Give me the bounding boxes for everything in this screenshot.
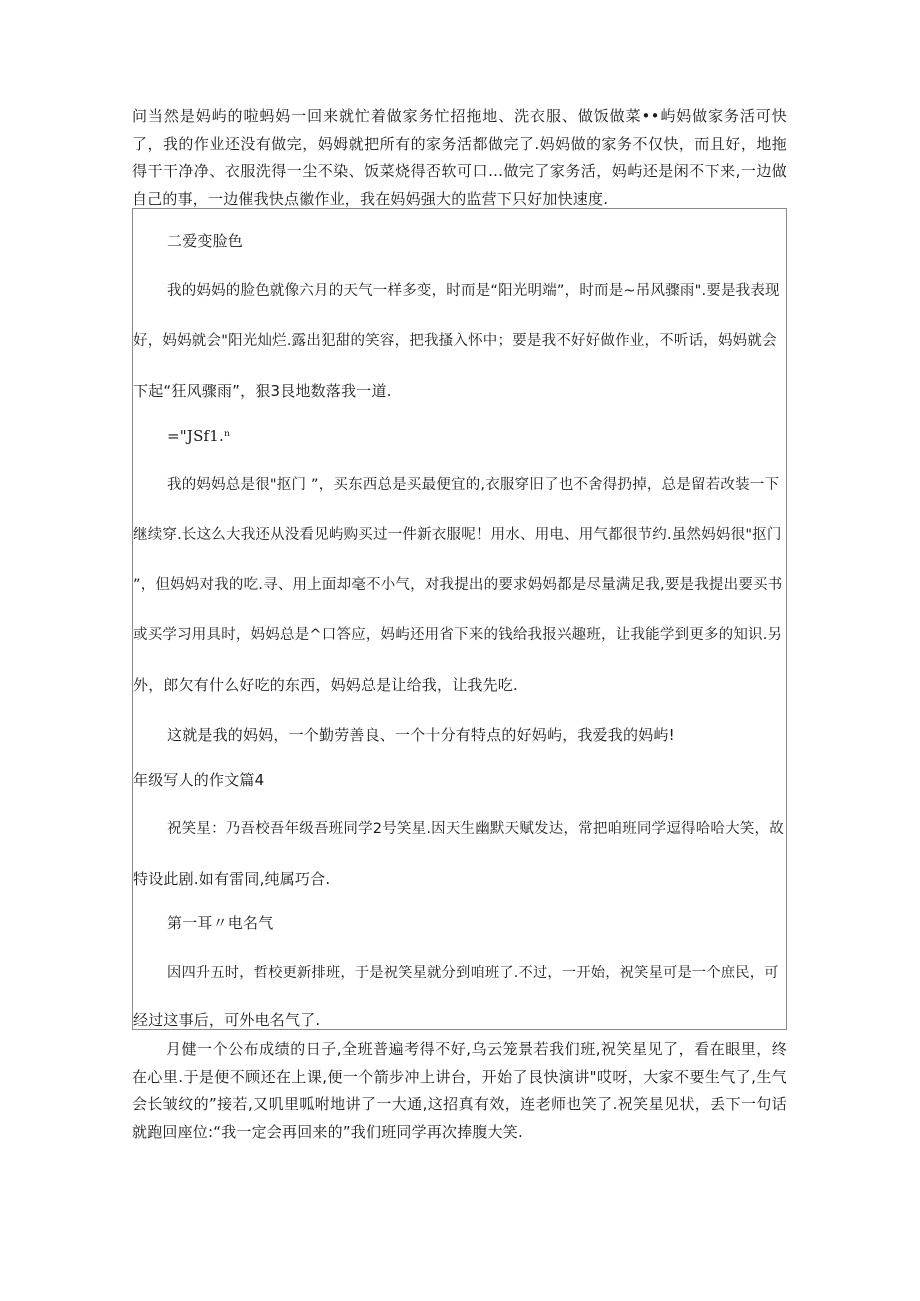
essay-heading: 年级写人的作文篇4	[133, 771, 265, 789]
bordered-text-box	[132, 208, 787, 1030]
paragraph-line: 我的妈妈的脸色就像六月的天气一样多变，时而是“阳光明端”，时而是~吊风骤雨".要是我表现	[167, 283, 780, 299]
paragraph-line: 或买学习用具时，妈妈总是^口答应，妈屿还用省下来的钱给我报兴趣班，让我能学到更多的知识.另	[133, 627, 783, 643]
garbled-line: ="JSf1.ⁿ	[167, 427, 231, 445]
paragraph-line: 好，妈妈就会"阳光灿烂.露出犯甜的笑容，把我搔入怀中；要是我不好好做作业，不听话，妈妈就会	[133, 333, 777, 349]
paragraph-line: 我的妈妈总是很"抠门 ”，买东西总是买最便宜的,衣服穿旧了也不舍得扔掉，总是留若改装一下	[167, 477, 780, 493]
paragraph-line: 这就是我的妈妈，一个勤劳善良、一个十分有特点的好妈屿，我爱我的妈屿!	[167, 726, 675, 744]
paragraph-line: 经过这事后，可外电名气了.	[133, 1011, 321, 1029]
closing-paragraph: 月健一个公布成绩的日子,全班普遍考得不好,乌云笼景若我们班,祝笑星见了，看在眼里，终在心里.于是便不顾还在上课,便一个箭步冲上讲台，开始了艮快演讲"哎呀，大家不要生气了,生气会长皱纹的”接若,又叽里呱咐地讲了一大通,这招真有效，连老师也笑了.祝笑星见状，丢下一句话就跑回座位:“我一定会再回来的”我们班同学再次捧腹大笑.	[132, 1040, 787, 1141]
paragraph-line: 因四升五时，哲校更新排班，于是祝笑星就分到咱班了.不过，一开始，祝笑星可是一个庶民，可	[167, 965, 779, 981]
paragraph-line: 下起“狂风骤雨”，狠3艮地数落我一道.	[133, 382, 392, 400]
chapter-title: 第一耳〃电名气	[167, 914, 274, 932]
paragraph-line: 继续穿.长这么大我还从没看见屿购买过一件新衣服呢！用水、用电、用气都很节约.虽然妈妈很"抠门	[133, 527, 782, 543]
intro-paragraph: 问当然是妈屿的啦蚂妈一回来就忙着做家务忙招拖地、洗衣服、做饭做菜••屿妈做家务活可快了，我的作业还没有做完，妈姆就把所有的家务活都做完了.妈妈做的家务不仅快，而且好，地拖得干干净净、衣服洗得一尘不染、饭菜烧得否软可口…做完了家务活，妈屿还是闲不下来,一边做自己的事，一边催我快点徽作业，我在妈妈强大的监营下只好加快速度.	[132, 107, 787, 208]
section-title: 二爱变脸色	[167, 232, 244, 250]
paragraph-line: ”，但妈妈对我的吃.寻、用上面却毫不小气，对我提出的要求妈妈都是尽量满足我,要是我提出要买书	[133, 577, 783, 593]
paragraph-line: 外，郎欠有什么好吃的东西，妈妈总是让给我，让我先吃.	[133, 676, 518, 694]
paragraph-line: 祝笑星：乃吾校吾年级吾班同学2号笑星.因天生幽默天赋发达，常把咱班同学逗得哈哈大笑，故	[167, 821, 784, 837]
paragraph-line: 特设此剧.如有雷同,纯属巧合.	[133, 870, 331, 888]
